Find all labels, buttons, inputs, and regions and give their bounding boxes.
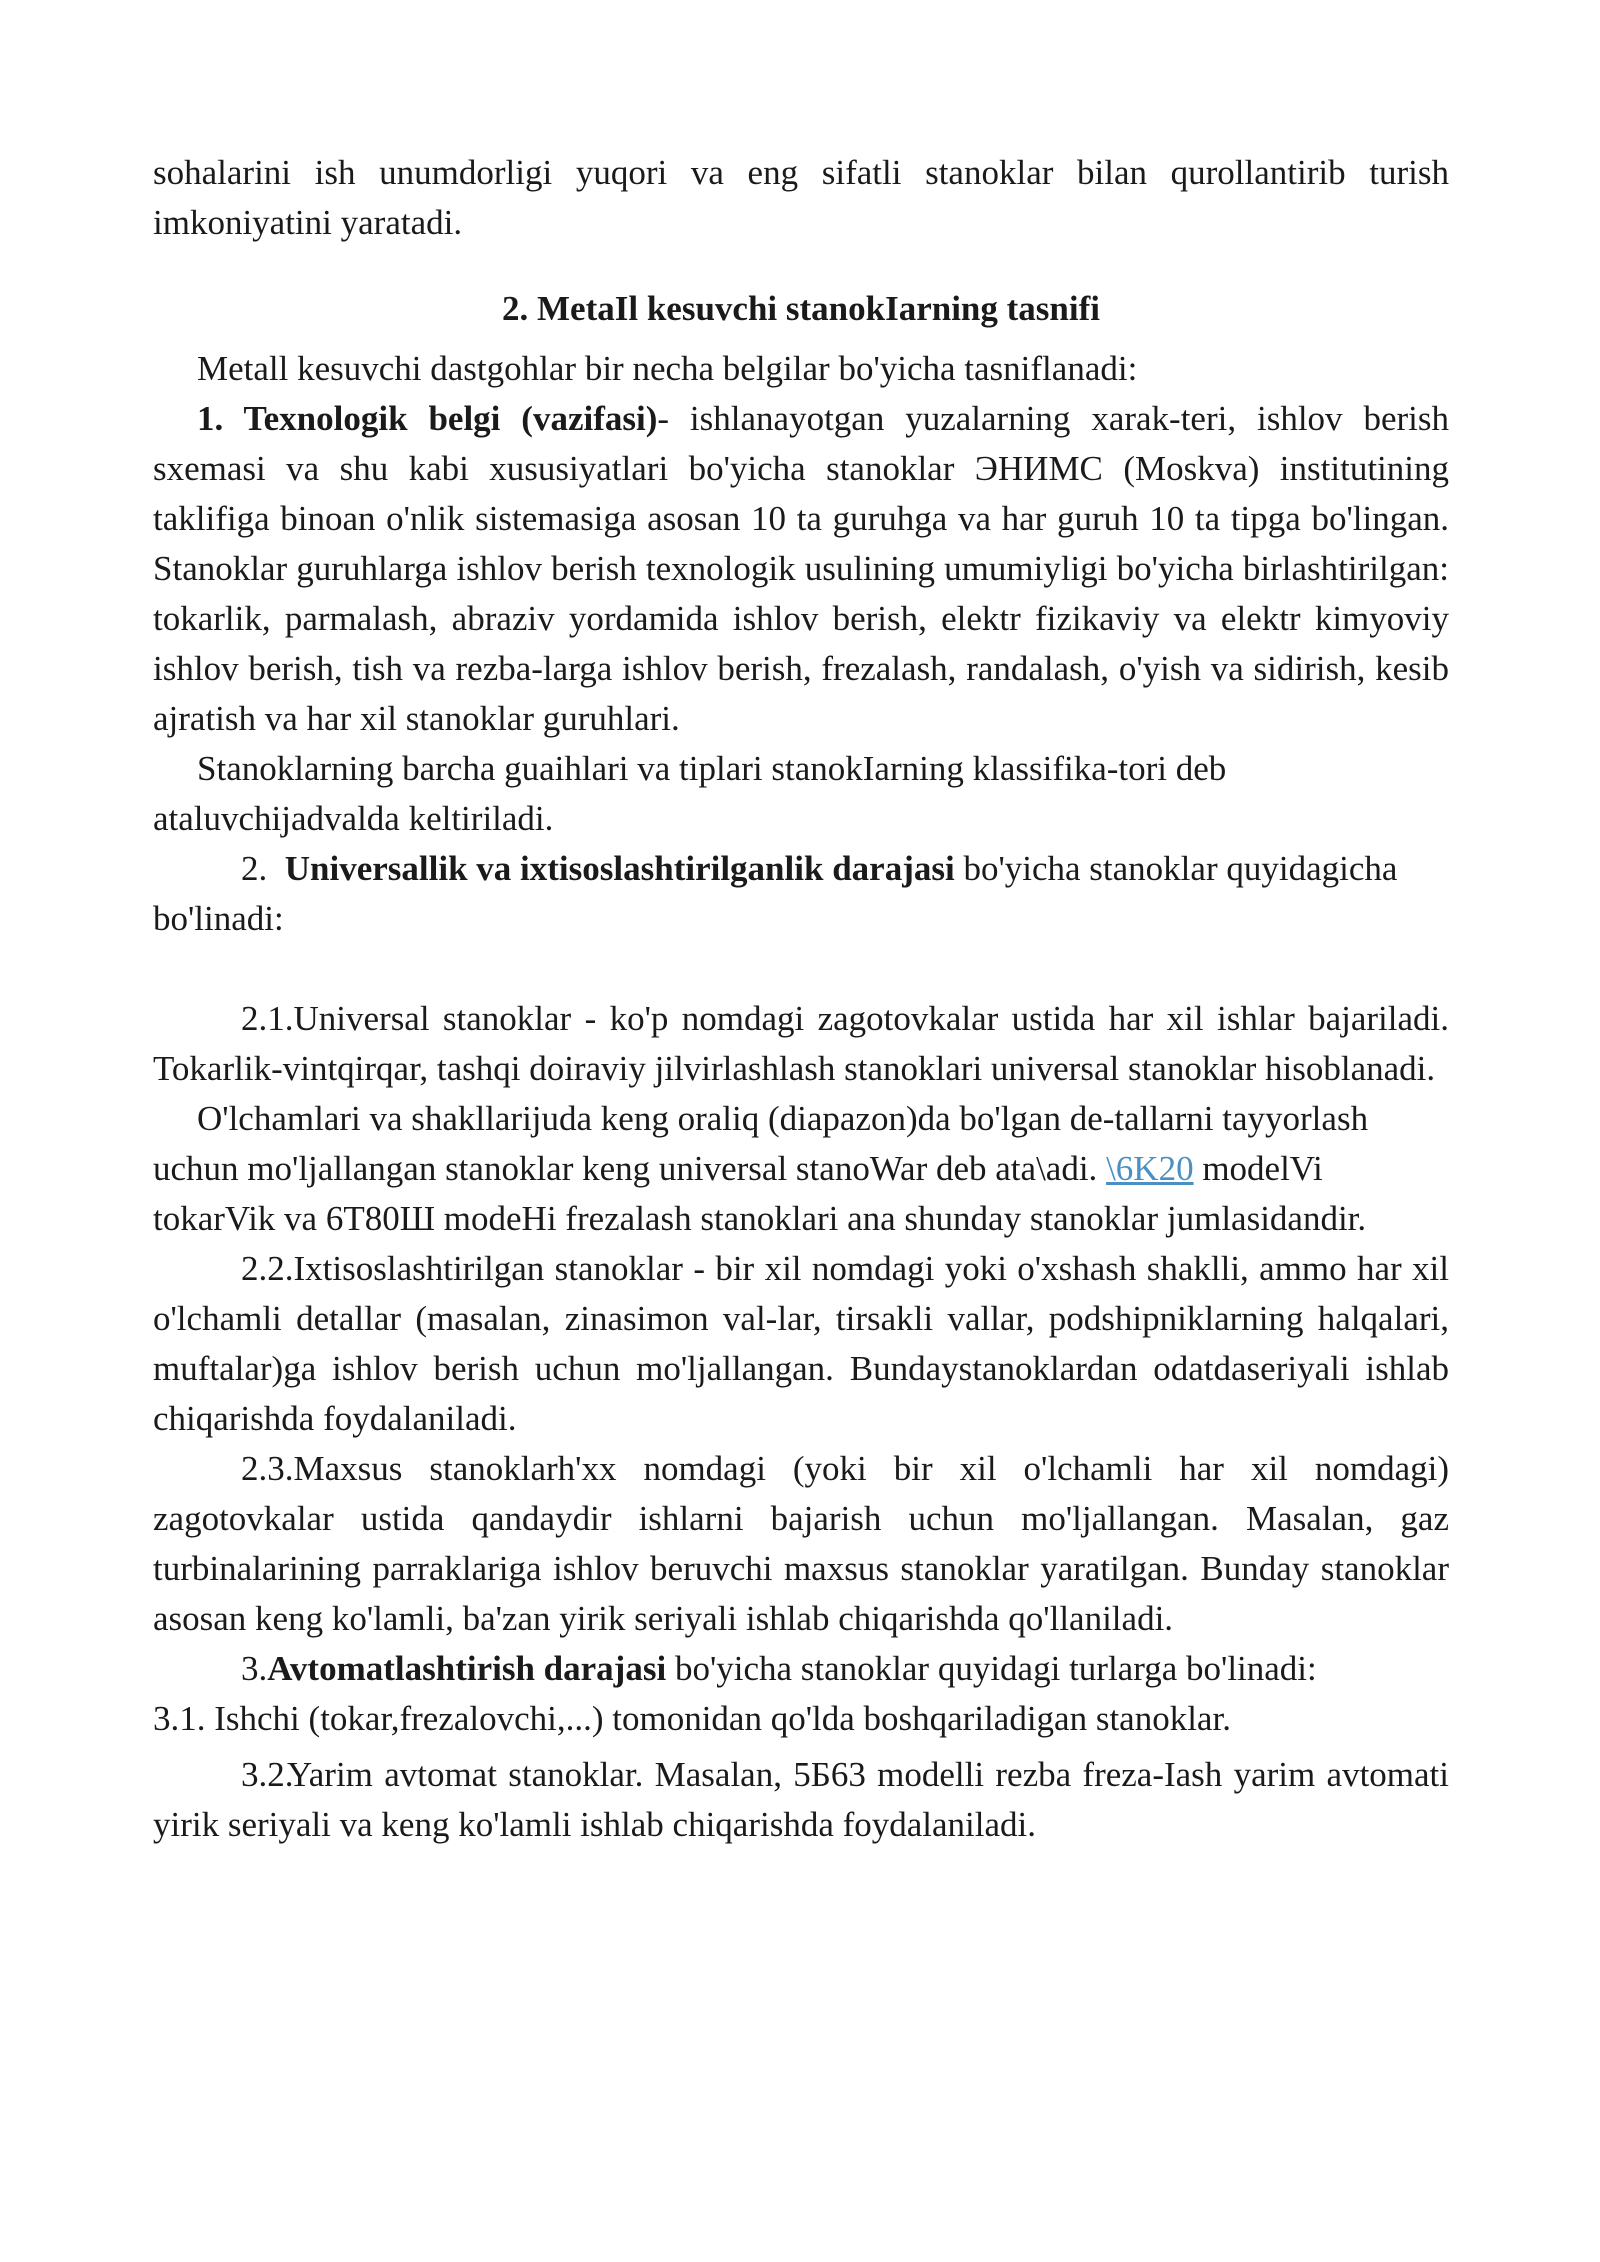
item-manual-machines: 3.1. Ishchi (tokar,frezalovchi,...) tomonidan qo'lda boshqariladigan stanoklar. (153, 1699, 1231, 1738)
model-link[interactable]: \6K20 (1106, 1149, 1194, 1188)
item-automation-text: bo'yicha stanoklar quyidagi turlarga bo'linadi: (666, 1649, 1317, 1688)
item-technological-sign-text: - ishlanayotgan yuzalarning xarak-teri, ishlov berish sxemasi va shu kabi xususiyatlari bo'yicha stanoklar ЭНИМС (Moskva) institutining taklifiga binoan o'nlik sistemasiga asosan 10 ta guruhga va har guruh 10 ta tipga bo'lingan. Stanoklar guruhlarga ishlov berish texnologik usulining umumiyligi bo'yicha birlashtirilgan: tokarlik, parmalash, abraziv yordamida ishlov berish, elektr fizikaviy va elektr kimyoviy ishlov berish, tish va rezba-larga ishlov berish, frezalash, randalash, o'yish va sidirish, kesib ajratish va har xil stanoklar guruhlari. (153, 399, 1449, 738)
paragraph-dimensions (153, 1094, 1449, 1244)
paragraph-intro-continuation: sohalarini ish unumdorligi yuqori va eng sifatli stanoklar bilan qurollantirib turish imkoniyatini yaratadi. (153, 153, 1449, 242)
item-specialized-machines-text: Ixtisoslashtirilgan stanoklar - bir xil nomdagi yoki o'xshash shaklli, ammo har xil o'lchamli detallar (masalan, zinasimon val-lar, tirsakli vallar, podshipniklarning halqalari, muftalar)ga ishlov berish uchun mo'ljallangan. Bundaystanoklardan odatdaseriyali ishlab chiqarishda foydalaniladi. (153, 1249, 1449, 1438)
item-technological-sign-title: 1. Texnologik belgi (vazifasi) (197, 399, 658, 438)
item-automation (153, 1644, 1449, 1694)
section-heading: 2. MetaIl kesuvchi stanokIarning tasnifi (502, 289, 1100, 328)
item-universality-text: bo'yicha stanoklar quyidagicha bo'linadi: (153, 849, 1398, 938)
item-semi-automatic-text: Yarim avtomat stanoklar. Masalan, 5Б63 modelli rezba freza-Iash yarim avtomati yirik seriyali va keng ko'lamli ishlab chiqarishda foydalaniladi. (153, 1755, 1449, 1844)
paragraph-dimensions-before: O'lchamlari va shakllarijuda keng oraliq (diapazon)da bo'lgan de-tallarni tayyorlash uchun mo'ljallangan stanoklar keng universal stanoWar deb ata\adi. (153, 1099, 1369, 1188)
document-page (153, 148, 1449, 1850)
item-special-machines-text: Maxsus stanoklarh'xx nomdagi (yoki bir xil o'lchamli har xil nomdagi) zagotovkalar ustida qandaydir ishlarni bajarish uchun mo'ljallangan. Masalan, gaz turbinalarining parraklariga ishlov beruvchi maxsus stanoklar yaratilgan. Bunday stanoklar asosan keng ko'lamli, ba'zan yirik seriyali ishlab chiqarishda qo'llaniladi. (153, 1449, 1449, 1638)
item-specialized-machines (153, 1244, 1449, 1444)
item-specialized-machines-number: 2.2. (241, 1249, 294, 1288)
paragraph-classifier: Stanoklarning barcha guaihlari va tiplari stanokIarning klassifika-tori deb ataluvchijadvalda keltiriladi. (153, 749, 1227, 838)
item-semi-automatic-number: 3.2. (241, 1755, 294, 1794)
item-universal-machines-text: Universal stanoklar - ko'p nomdagi zagotovkalar ustida har xil ishlar bajariladi. Tokarlik-vintqirqar, tashqi doiraviy jilvirlashlash stanoklari universal stanoklar hisoblanadi. (153, 999, 1449, 1088)
item-semi-automatic (153, 1750, 1449, 1850)
item-special-machines (153, 1444, 1449, 1644)
item-universal-machines-number: 2.1. (241, 999, 294, 1038)
item-universality-number: 2. (241, 849, 268, 888)
item-universality (153, 844, 1449, 944)
item-automation-number: 3. (241, 1649, 268, 1688)
item-automation-title: Avtomatlashtirish darajasi (267, 1649, 667, 1688)
paragraph-classification-intro: Metall kesuvchi dastgohlar bir necha belgilar bo'yicha tasniflanadi: (197, 349, 1138, 388)
item-universality-title: Universallik va ixtisoslashtirilganlik darajasi (284, 849, 955, 888)
paragraph-dimensions-after: modelVi tokarVik va 6T80Ш modeHi frezalash stanoklari ana shunday stanoklar jumlasidandir. (153, 1149, 1367, 1238)
item-technological-sign (153, 394, 1449, 744)
item-universal-machines (153, 994, 1449, 1094)
item-special-machines-number: 2.3. (241, 1449, 294, 1488)
